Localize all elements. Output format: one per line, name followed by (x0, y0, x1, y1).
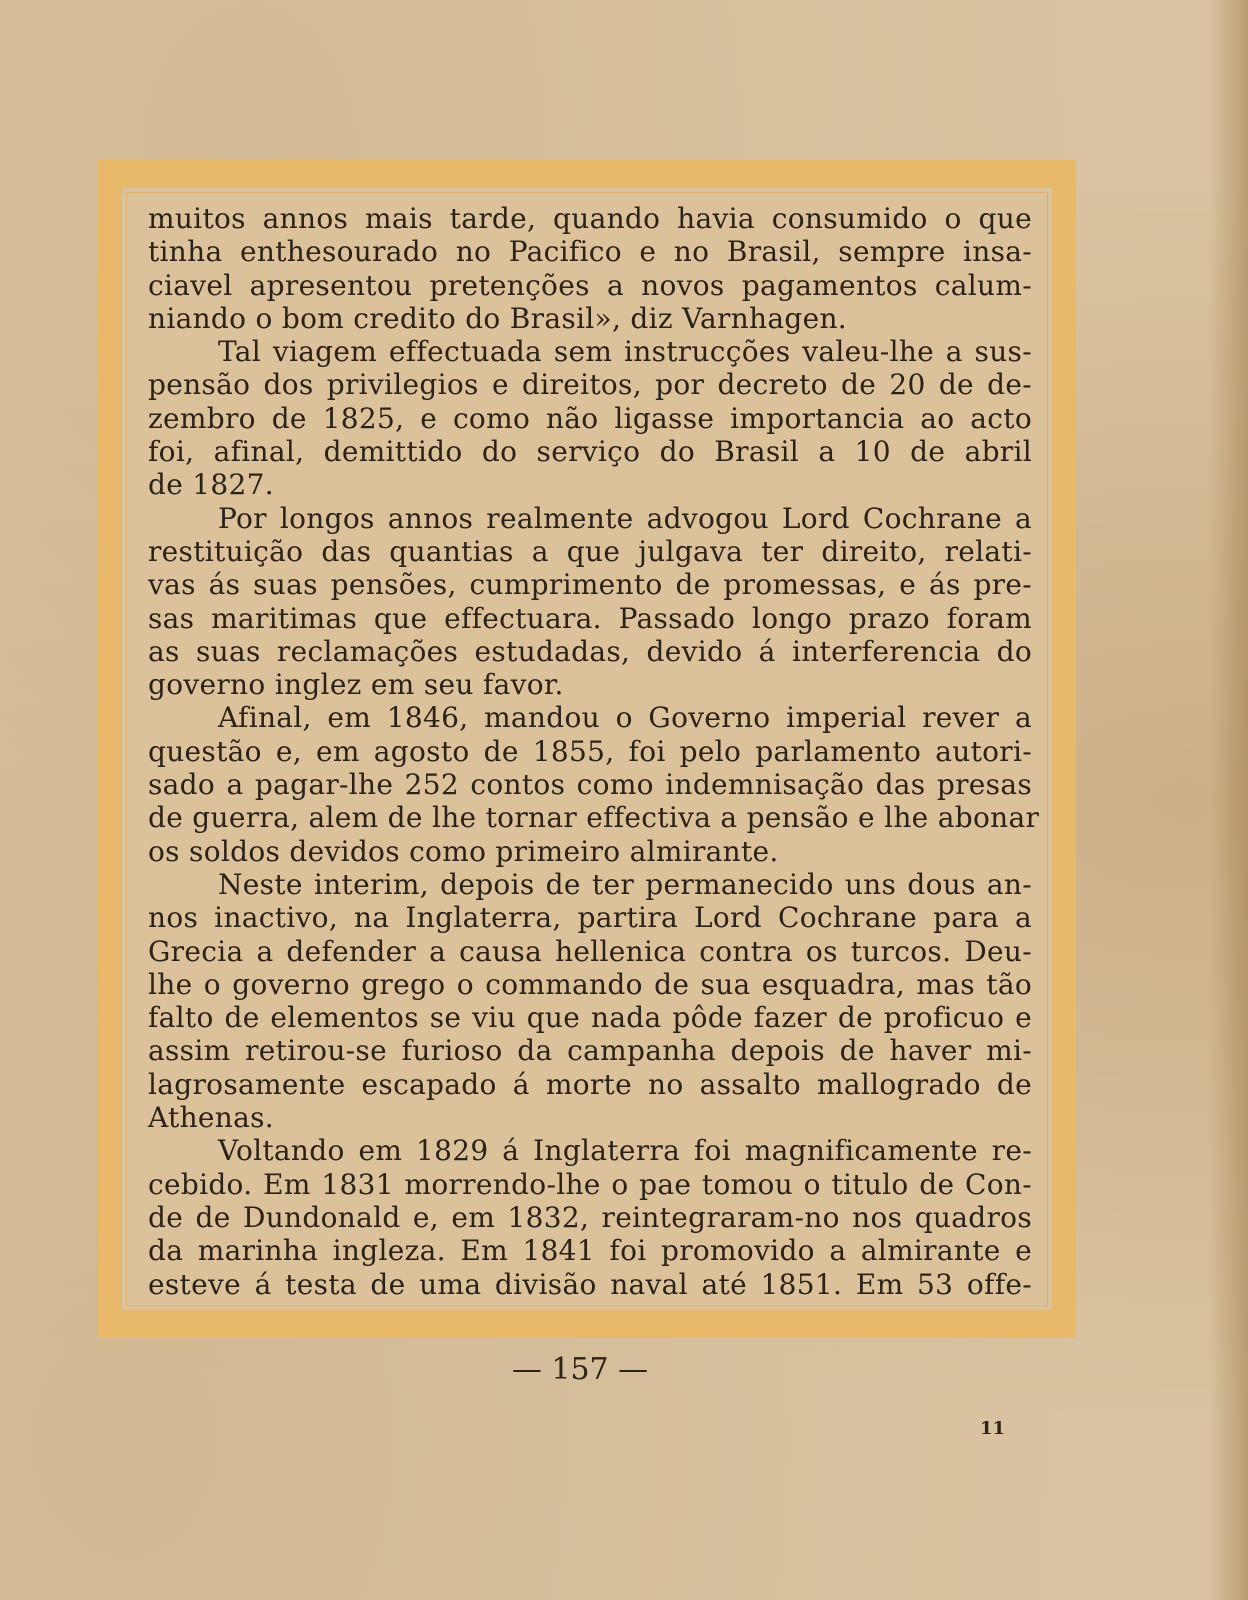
text-line: de 1827. (148, 468, 274, 502)
text-line: esteve á testa de uma divisão naval até 1851. Em 53 offe- (148, 1267, 1032, 1301)
text-line: Tal viagem effectuada sem instrucções valeu-lhe a sus- (218, 335, 1032, 369)
text-line: Por longos annos realmente advogou Lord Cochrane a (218, 501, 1032, 535)
text-line: tinha enthesourado no Pacifico e no Brasil, sempre insa- (148, 235, 1032, 269)
text-line: questão e, em agosto de 1855, foi pelo parlamento autori- (148, 734, 1032, 768)
text-line: niando o bom credito do Brasil», diz Varnhagen. (148, 301, 848, 335)
text-line: vas ás suas pensões, cumprimento de promessas, e ás pre- (148, 568, 1032, 602)
text-line: Athenas. (148, 1101, 274, 1135)
text-line: Afinal, em 1846, mandou o Governo imperial rever a (218, 701, 1032, 735)
text-line: de guerra, alem de lhe tornar effectiva a pensão e lhe abonar (148, 801, 1040, 835)
text-line: falto de elementos se viu que nada pôde fazer de proficuo e (148, 1001, 1032, 1035)
text-line: lagrosamente escapado á morte no assalto mallogrado de (148, 1067, 1032, 1101)
text-line: foi, afinal, demittido do serviço do Brasil a 10 de abril (148, 435, 1032, 469)
text-line: pensão dos privilegios e direitos, por decreto de 20 de de- (148, 368, 1032, 402)
text-line: ciavel apresentou pretenções a novos pagamentos calum- (148, 268, 1032, 302)
text-line: Voltando em 1829 á Inglaterra foi magnificamente re- (218, 1134, 1032, 1168)
text-line: muitos annos mais tarde, quando havia consumido o que (148, 202, 1032, 235)
text-line: os soldos devidos como primeiro almirante. (148, 834, 779, 868)
signature-mark: 11 (980, 1418, 1006, 1439)
page-edge-shadow (1208, 0, 1248, 1600)
text-line: assim retirou-se furioso da campanha depois de haver mi- (148, 1034, 1032, 1068)
text-line: sas maritimas que effectuara. Passado longo prazo foram (148, 601, 1032, 635)
text-line: Grecia a defender a causa hellenica contra os turcos. Deu- (148, 934, 1032, 968)
text-line: da marinha ingleza. Em 1841 foi promovido a almirante e (148, 1234, 1032, 1268)
text-line: cebido. Em 1831 morrendo-lhe o pae tomou o titulo de Con- (148, 1167, 1032, 1201)
body-text (148, 202, 1040, 1301)
text-line: de de Dundonald e, em 1832, reintegraram-no nos quadros (148, 1200, 1032, 1234)
text-line: lhe o governo grego o commando de sua esquadra, mas tão (148, 967, 1032, 1001)
text-line: zembro de 1825, e como não ligasse importancia ao acto (148, 401, 1032, 435)
text-line: as suas reclamações estudadas, devido á interferencia do (148, 634, 1032, 668)
text-line: nos inactivo, na Inglaterra, partira Lord Cochrane para a (148, 901, 1032, 935)
text-line: restituição das quantias a que julgava ter direito, relati- (148, 534, 1032, 568)
page-number: — 157 — (511, 1352, 649, 1387)
text-line: sado a pagar-lhe 252 contos como indemnisação das presas (148, 768, 1032, 802)
text-line: governo inglez em seu favor. (148, 668, 564, 702)
text-line: Neste interim, depois de ter permanecido uns dous an- (218, 867, 1032, 901)
